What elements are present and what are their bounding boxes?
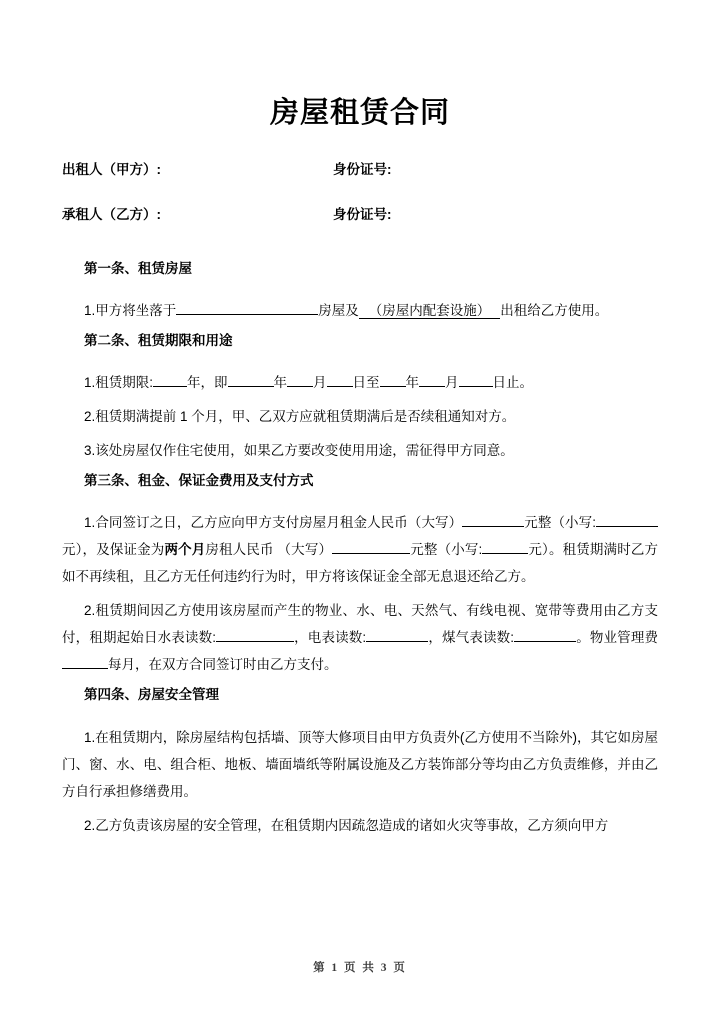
clause-text: 月 [313,375,327,391]
section-three [62,471,658,678]
clause-text: 日至 [352,375,380,391]
section-two-clause-3: 3.该处房屋仅作住宅使用，如果乙方要改变使用用途，需征得甲方同意。 [84,443,514,459]
contract-sections [62,259,658,839]
section-four-clause-2: 2.乙方负责该房屋的安全管理，在租赁期内因疏忽造成的诸如火灾等事故，乙方须向甲方 [84,817,609,833]
section-three-clause-2 [62,597,658,678]
blank-property-fee[interactable] [62,654,108,669]
section-three-clause-1 [62,509,658,590]
clause-text: 1.甲方将坐落于 [84,302,177,318]
clause-text: 1.租赁期限: [84,375,154,391]
blank-end-day[interactable] [459,372,493,387]
blank-rent-uppercase[interactable] [462,512,524,527]
clause-text: 元整（小写: [524,515,596,531]
blank-end-year[interactable] [380,372,406,387]
clause-text: 每月，在双方合同签订时由乙方支付。 [108,657,338,673]
clause-text: 2.租赁期间因乙方使用该房屋而产生的物业、水、电、天然气、有线电视、宽带等费用由乙方支付，租期起始日水表读数: [62,603,658,646]
clause-text: ，煤气表读数: [428,630,515,646]
blank-facilities[interactable]: （房屋内配套设施） [359,303,501,320]
blank-lease-years[interactable] [153,372,187,387]
blank-start-month[interactable] [287,372,313,387]
section-two [62,331,658,464]
blank-property-address[interactable] [176,300,318,315]
landlord-label: 出租人（甲方）: [62,161,161,177]
clause-text: 月 [445,375,459,391]
section-three-heading: 第三条、租金、保证金费用及支付方式 [84,473,314,489]
party-row-tenant [62,206,658,225]
section-four [62,685,658,838]
clause-text: 年 [273,375,288,391]
page-footer: 第 1 页 共 3 页 [313,962,407,974]
section-four-clause-1: 1.在租赁期内，除房屋结构包括墙、顶等大修项目由甲方负责外(乙方使用不当除外)，其它如房屋门、窗、水、电、组合柜、地板、墙面墙纸等附属设施及乙方装饰部分等均由乙方负责维修，并由乙方自行承担修缮费用。 [62,729,658,799]
blank-start-year[interactable] [228,372,274,387]
section-one [62,259,658,324]
section-two-clause-1 [62,369,658,396]
blank-gas-meter[interactable] [514,627,576,642]
clause-text: 年 [405,375,420,391]
clause-text: 房租人民币 （大写） [205,542,333,558]
party-information-block [62,161,658,225]
blank-end-month[interactable] [419,372,445,387]
blank-electric-meter[interactable] [366,627,428,642]
blank-rent-lowercase[interactable] [596,512,658,527]
clause-text: 元），及保证金为 [62,542,165,558]
clause-text: 年，即 [187,375,228,391]
page-title: 房屋租赁合同 [269,97,450,129]
clause-text: 元）。租赁期满时乙方如不再续租，且乙方无任何违约行为时，甲方将该保证金全部无息退还给乙方。 [62,542,658,585]
blank-deposit-uppercase[interactable] [332,539,410,554]
section-two-clause-2: 2.租赁期满提前 1 个月，甲、乙双方应就租赁期满后是否续租通知对方。 [84,409,516,425]
blank-water-meter[interactable] [216,627,294,642]
tenant-label: 承租人（乙方）: [62,206,161,222]
section-two-heading: 第二条、租赁期限和用途 [84,332,233,348]
section-one-heading: 第一条、租赁房屋 [84,260,192,276]
clause-text: 出租给乙方使用。 [500,302,609,318]
tenant-id-label: 身份证号: [333,206,392,222]
section-one-clause-1 [62,297,658,324]
clause-text: 日止。 [492,375,534,391]
clause-text: 。物业管理费 [576,630,658,646]
party-row-landlord [62,161,658,180]
section-four-heading: 第四条、房屋安全管理 [84,687,219,703]
blank-deposit-lowercase[interactable] [482,539,528,554]
clause-text: 房屋及 [318,302,359,318]
clause-text: ，电表读数: [293,630,367,646]
blank-start-day[interactable] [327,372,353,387]
clause-text: 1.合同签订之日，乙方应向甲方支付房屋月租金人民币（大写） [84,515,463,531]
landlord-id-label: 身份证号: [333,161,392,177]
deposit-months-emphasis: 两个月 [164,542,206,558]
clause-text: 元整（小写: [410,542,483,558]
